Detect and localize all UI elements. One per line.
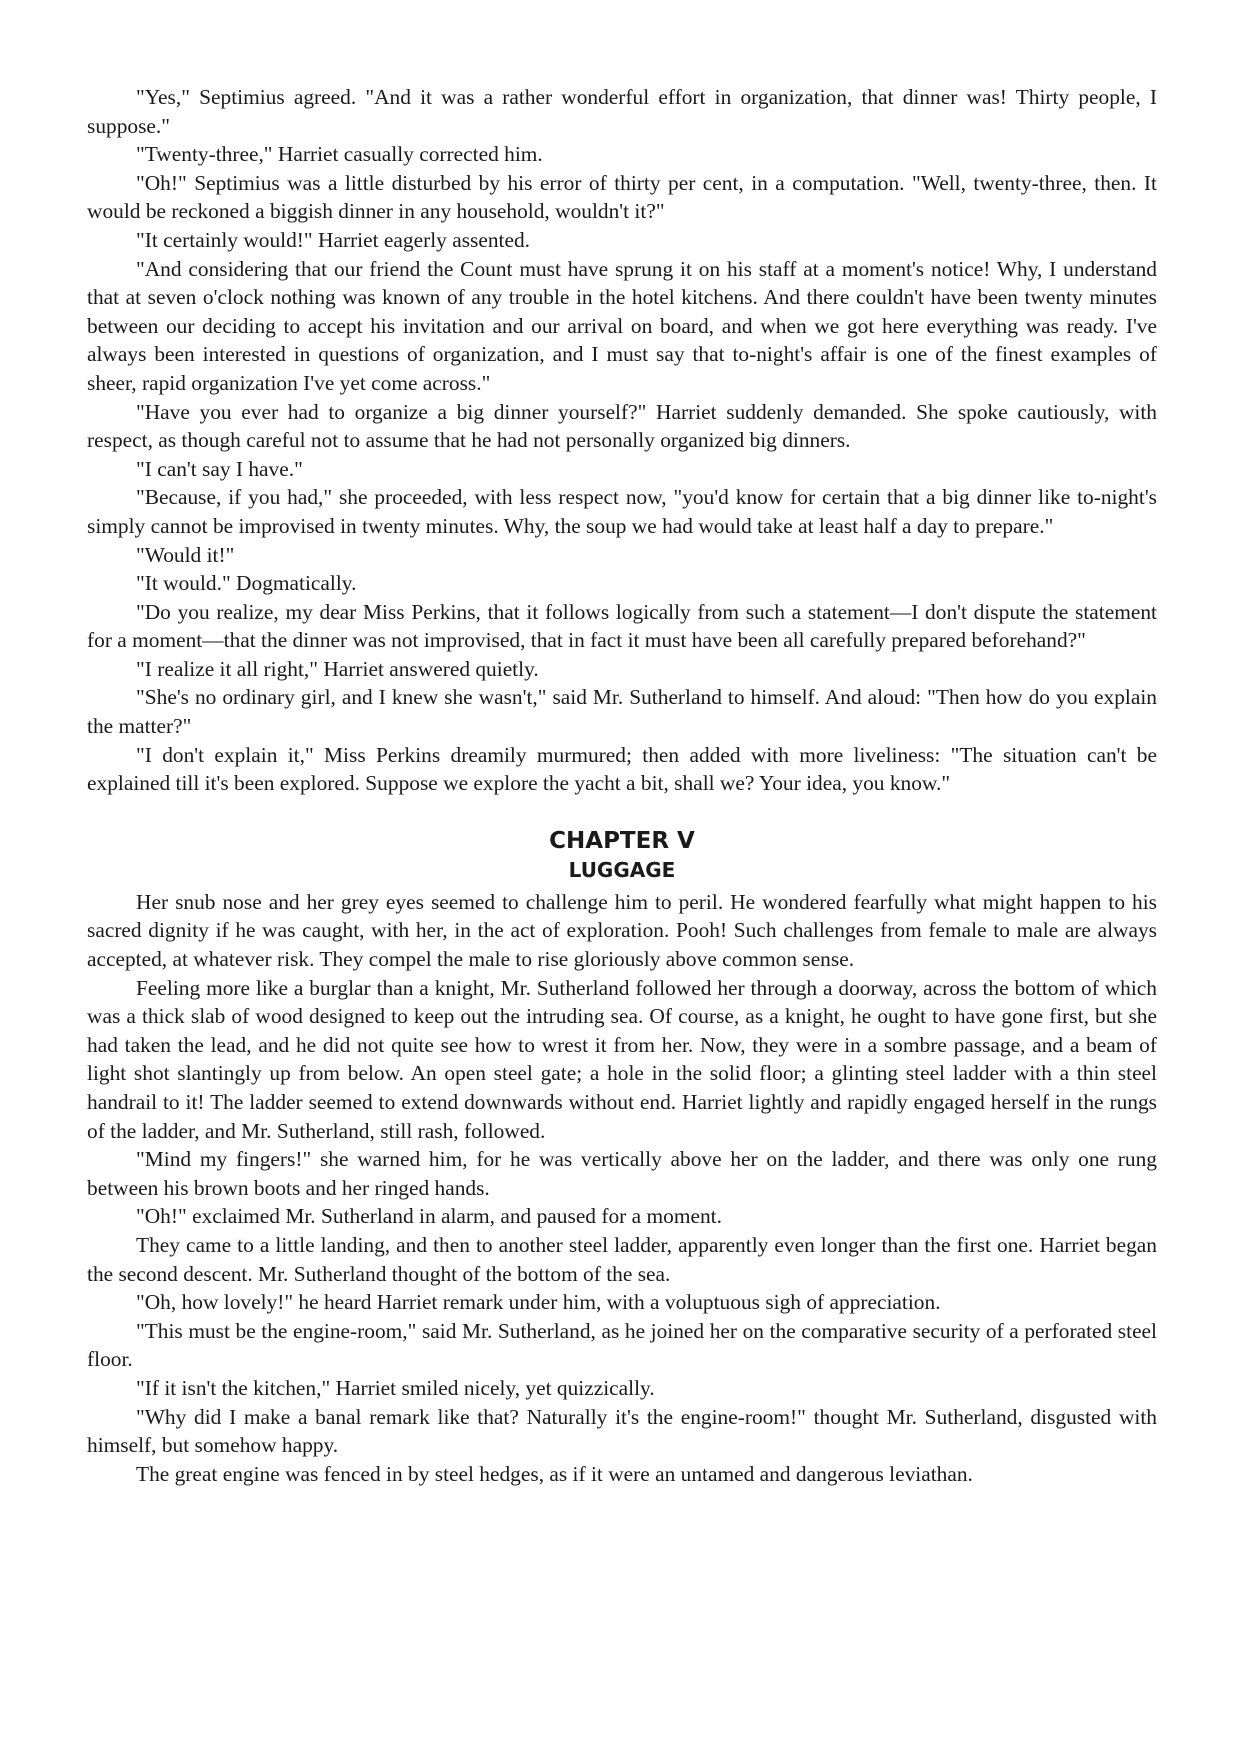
text-section-2 [87,888,1157,1488]
paragraph: "Have you ever had to organize a big dinner yourself?" Harriet suddenly demanded. She spoke cautiously, with respect, as though careful not to assume that he had not personally organized big dinners. [87,399,1157,453]
paragraph: "Mind my fingers!" she warned him, for he was vertically above her on the ladder, and there was only one rung between his brown boots and her ringed hands. [87,1147,1157,1200]
paragraph: "Oh, how lovely!" he heard Harriet remark under him, with a voluptuous sigh of appreciation. [136,1290,941,1315]
paragraph: "I don't explain it," Miss Perkins dreamily murmured; then added with more liveliness: "The situation can't be explained till it's been explored. Suppose we explore the yacht a bit, shall we? Your idea, you know." [87,742,1157,796]
paragraph: "Oh!" exclaimed Mr. Sutherland in alarm, and paused for a moment. [136,1204,722,1229]
chapter-subtitle: LUGGAGE [568,857,676,882]
paragraph: Her snub nose and her grey eyes seemed to challenge him to peril. He wondered fearfully what might happen to his sacred dignity if he was caught, with her, in the act of exploration. Pooh! Such challenges from female to male are always accepted, at whatever risk. They compel the male to rise gloriously above common sense. [87,889,1157,972]
paragraph: "Oh!" Septimius was a little disturbed by his error of thirty per cent, in a computation. "Well, twenty-three, then. It would be reckoned a biggish dinner in any household, wouldn't it?" [87,170,1157,224]
text-section-1 [87,83,1157,798]
paragraph: The great engine was fenced in by steel hedges, as if it were an untamed and dangerous leviathan. [136,1461,973,1486]
paragraph: "She's no ordinary girl, and I knew she wasn't," said Mr. Sutherland to himself. And aloud: "Then how do you explain the matter?" [87,685,1157,739]
paragraph: "Why did I make a banal remark like that? Naturally it's the engine-room!" thought Mr. Sutherland, disgusted with himself, but somehow happy. [87,1404,1157,1458]
paragraph: "I can't say I have." [136,456,303,481]
paragraph: "It would." Dogmatically. [136,571,357,596]
chapter-heading [87,826,1157,884]
paragraph: "Do you realize, my dear Miss Perkins, that it follows logically from such a statement—I don't dispute the statement for a moment—that the dinner was not improvised, that in fact it must have been all carefully prepared beforehand?" [87,599,1157,653]
paragraph: "If it isn't the kitchen," Harriet smiled nicely, yet quizzically. [136,1375,655,1400]
paragraph: "This must be the engine-room," said Mr. Sutherland, as he joined her on the comparative security of a perforated steel floor. [87,1318,1157,1372]
paragraph: They came to a little landing, and then to another steel ladder, apparently even longer than the first one. Harriet began the second descent. Mr. Sutherland thought of the bottom of the sea. [87,1232,1157,1286]
paragraph: Feeling more like a burglar than a knight, Mr. Sutherland followed her through a doorway, across the bottom of which was a thick slab of wood designed to keep out the intruding sea. Of course, as a knight, he ought to have gone first, but she had taken the lead, and he did not quite see how to wrest it from her. Now, they were in a sombre passage, and a beam of light shot slantingly up from below. An open steel gate; a hole in the solid floor; a glinting steel ladder with a thin steel handrail to it! The ladder seemed to extend downwards without end. Harriet lightly and rapidly engaged herself in the rungs of the ladder, and Mr. Sutherland, still rash, followed. [87,975,1157,1143]
paragraph: "Yes," Septimius agreed. "And it was a rather wonderful effort in organization, that dinner was! Thirty people, I suppose." [87,85,1157,138]
paragraph: "Would it!" [136,542,235,567]
paragraph: "I realize it all right," Harriet answered quietly. [136,656,539,681]
chapter-title: CHAPTER V [549,827,695,854]
paragraph: "Twenty-three," Harriet casually corrected him. [136,142,543,167]
paragraph: "And considering that our friend the Count must have sprung it on his staff at a moment's notice! Why, I understand that at seven o'clock nothing was known of any trouble in the hotel kitchens. And there couldn't have been twenty minutes between our deciding to accept his invitation and our arrival on board, and when we got here everything was ready. I've always been interested in questions of organization, and I must say that to-night's affair is one of the finest examples of sheer, rapid organization I've yet come across." [87,256,1157,395]
paragraph: "Because, if you had," she proceeded, with less respect now, "you'd know for certain that a big dinner like to-night's simply cannot be improvised in twenty minutes. Why, the soup we had would take at least half a day to prepare." [87,485,1157,538]
paragraph: "It certainly would!" Harriet eagerly assented. [136,227,531,252]
